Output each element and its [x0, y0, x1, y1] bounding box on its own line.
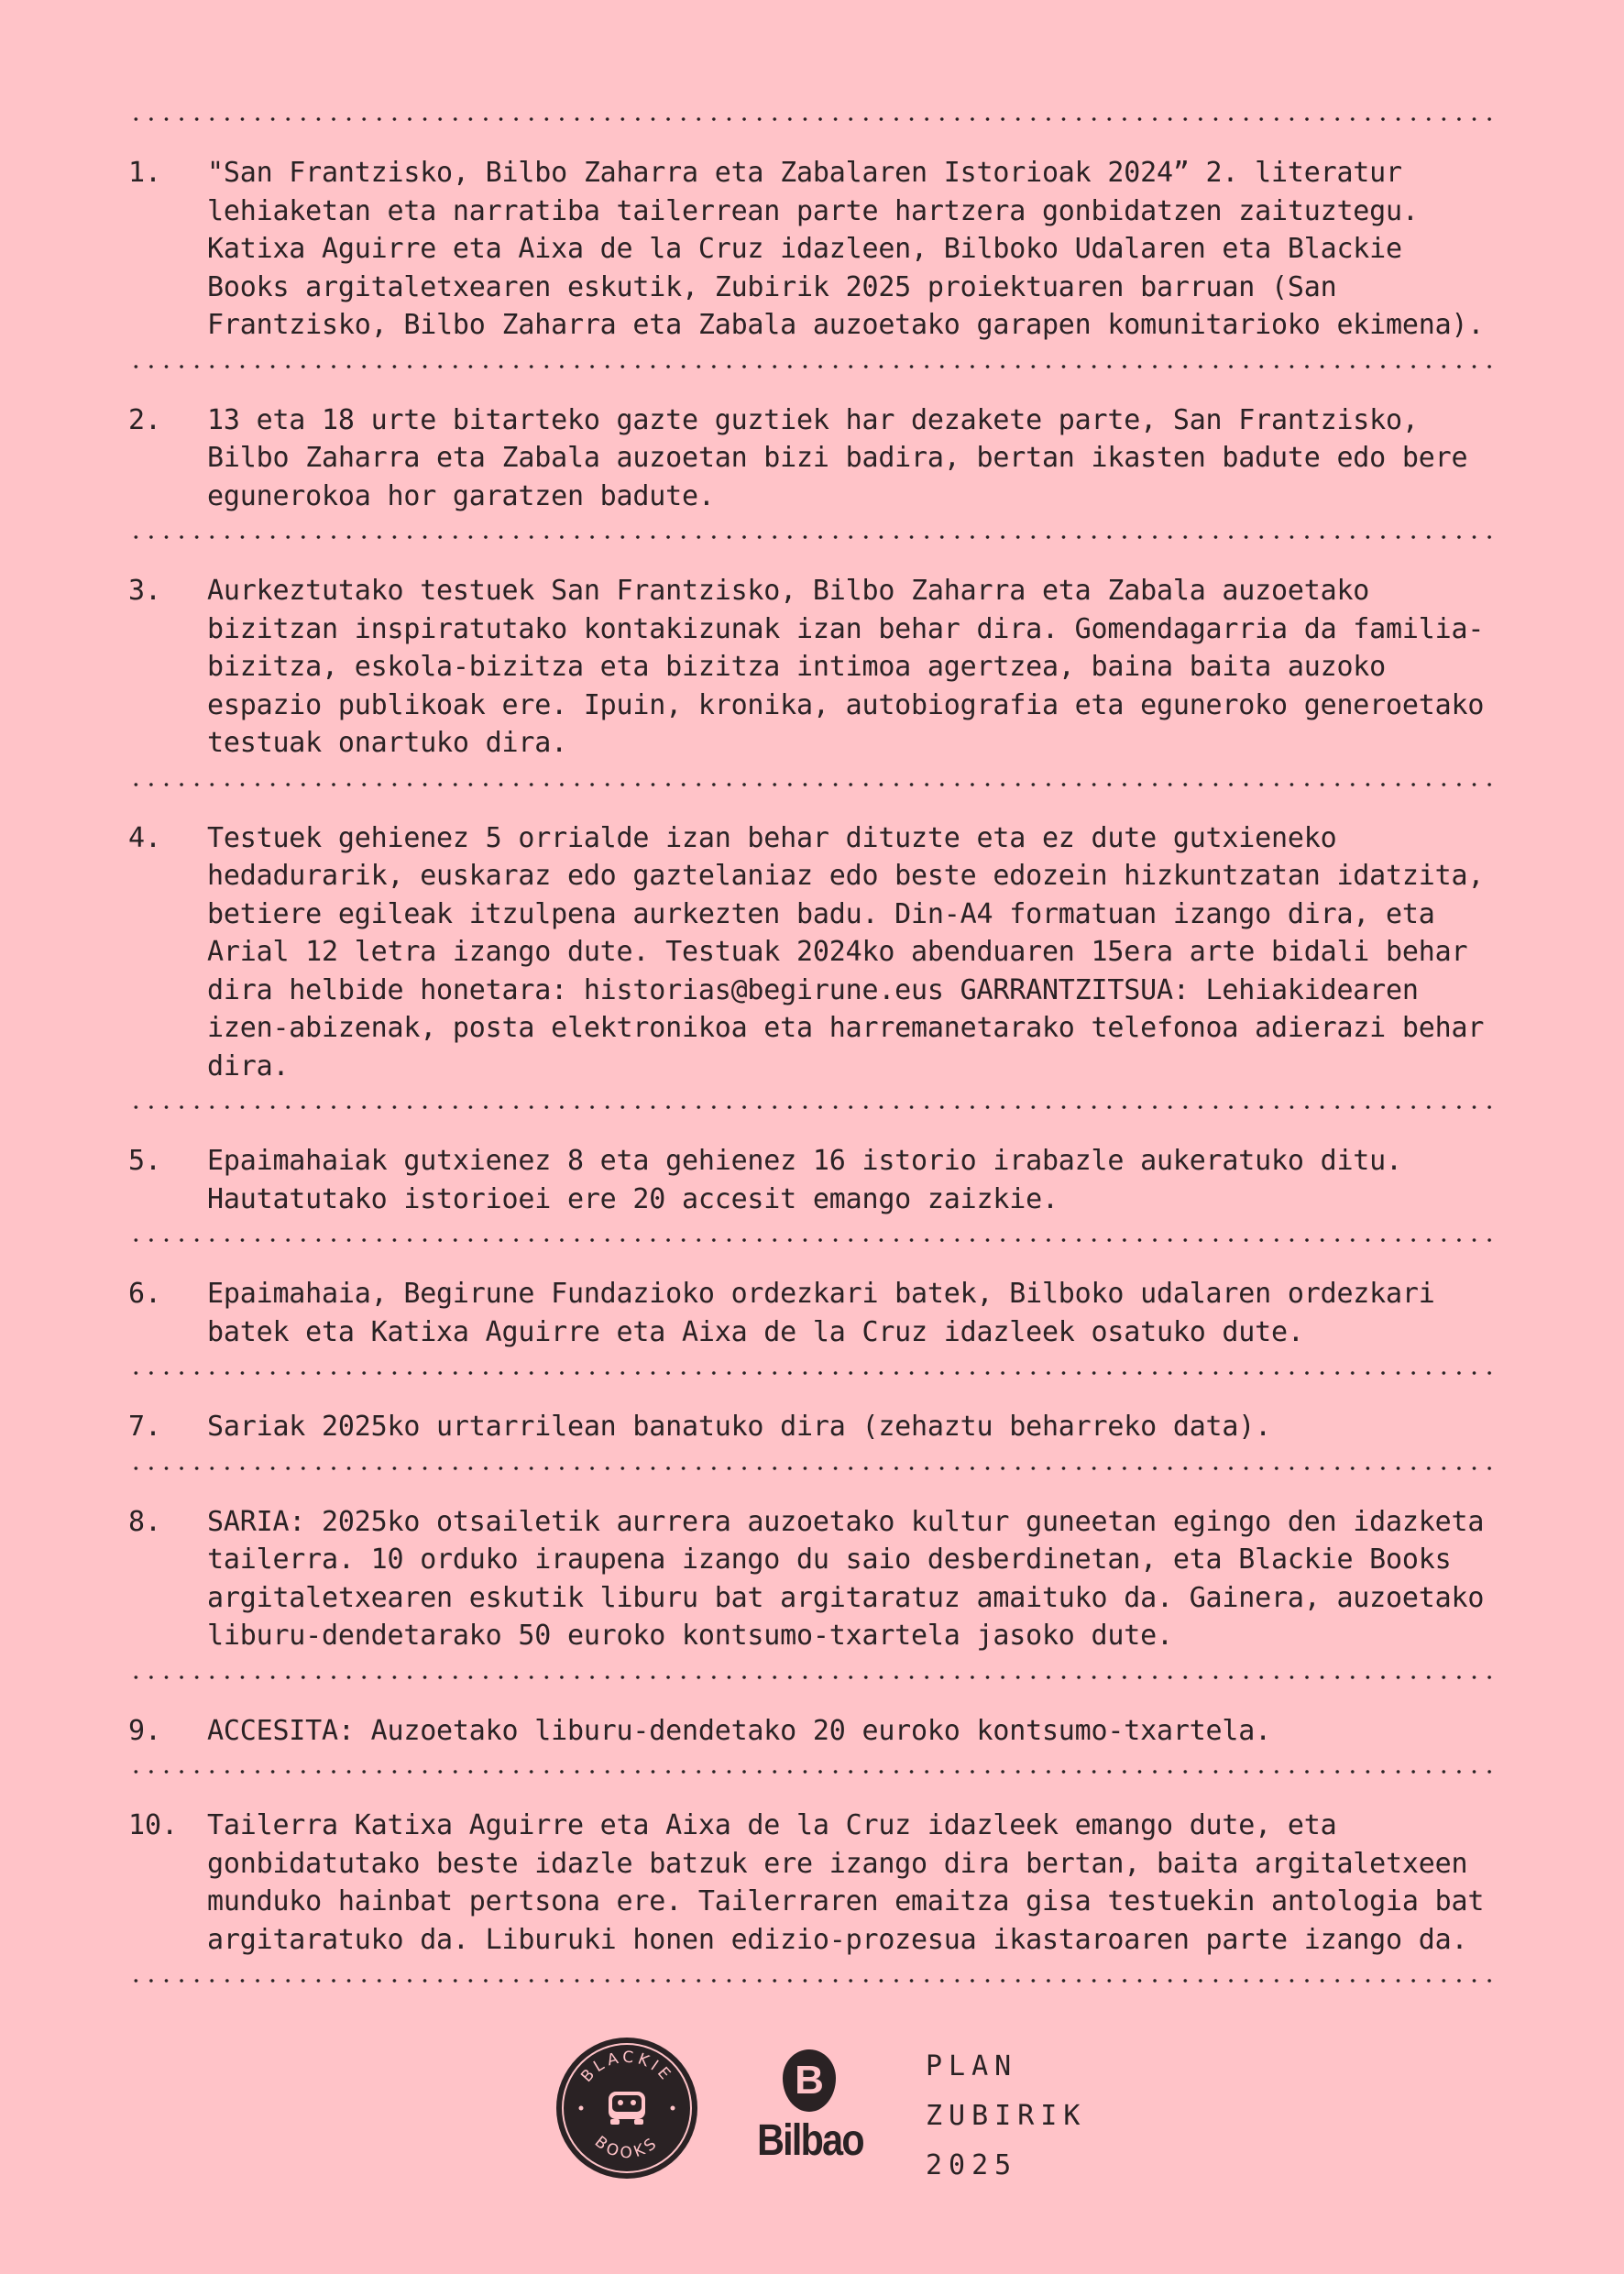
- rule-number: 10.: [128, 1809, 179, 1841]
- rule-text: Sariak 2025ko urtarrilean banatuko dira (zehaztu beharreko data).: [207, 1411, 1271, 1443]
- plan-zubirik-logo: [926, 2042, 1086, 2191]
- rule-text: Epaimahaiak gutxienez 8 eta gehienez 16 istorio irabazle aukeratuko ditu. Hautatutako istorioei ere 20 accesit emango zaizkie.: [207, 1145, 1402, 1215]
- rule-text: Aurkeztutako testuek San Frantzisko, Bilbo Zaharra eta Zabala auzoetako bizitzan inspiratutako kontakizunak izan behar dira. Gomendagarria da familia-bizitza, eskola-bizitza eta bizitza intimoa agertzea, baina baita auzoko espazio publikoak ere. Ipuin, kronika, autobiografia eta eguneroko generoetako testuak onartuko dira.: [207, 575, 1485, 759]
- rule-number: 2.: [128, 403, 162, 436]
- rule-text: SARIA: 2025ko otsailetik aurrera auzoetako kultur guneetan egingo den idazketa tailerra. 10 orduko iraupena izango du saio desberdinetan, eta Blackie Books argitaletxearen eskutik liburu bat argitaratuz amaituko da. Gainera, auzoetako liburu-dendetarako 50 euroko kontsumo-txartela jasoko dute.: [207, 1505, 1485, 1652]
- rule-number: 9.: [128, 1714, 162, 1747]
- rule-number: 3.: [128, 575, 162, 607]
- plan-line-2: ZUBIRIK: [926, 2100, 1087, 2132]
- rule-number: 4.: [128, 821, 162, 854]
- bilbao-logo: [746, 2049, 874, 2170]
- rule-item: [128, 539, 1498, 783]
- bilbao-b-icon: B: [783, 2049, 836, 2112]
- blackie-books-logo: [555, 2037, 698, 2180]
- dotted-separator: [128, 1979, 1498, 1983]
- blackie-bottom-text: BOOKS: [590, 2132, 664, 2163]
- rule-item: [128, 121, 1498, 365]
- rule-text: Tailerra Katixa Aguirre eta Aixa de la Cruz idazleek emango dute, eta gonbidatutako beste idazle batzuk ere izango dira bertan, baita argitaletxeen munduko hainbat pertsona ere. Tailerraren emaitza gisa testuekin antologia bat argitaratuko da. Liburuki honen edizio-prozesua ikastaroaren parte izango da.: [207, 1809, 1485, 1956]
- rule-item: [128, 1375, 1498, 1467]
- footer-logos: [0, 2035, 1624, 2181]
- rules-list: [128, 117, 1498, 1983]
- rule-number: 8.: [128, 1505, 162, 1538]
- rule-text: Testuek gehienez 5 orrialde izan behar dituzte eta ez dute gutxieneko hedadurarik, euskaraz edo gaztelaniaz edo beste edozein hizkuntzatan idatzita, betiere egileak itzulpena aurkezten badu. Din-A4 formatuan izango dira, eta Arial 12 letra izango dute. Testuak 2024ko abenduaren 15era arte bidali behar dira helbide honetara: historias@begirune.eus GARRANTZITSUA: Lehiakidearen izen-abizenak, posta elektronikoa eta harremanetarako telefonoa adierazi behar dira.: [207, 821, 1485, 1082]
- rule-number: 1.: [128, 157, 162, 189]
- rule-item: [128, 1470, 1498, 1675]
- rule-item: [128, 786, 1498, 1106]
- blackie-top-text: BLACKIE: [577, 2048, 676, 2086]
- rule-item: [128, 368, 1498, 536]
- rule-item: [128, 1109, 1498, 1238]
- rule-text: 13 eta 18 urte bitarteko gazte guztiek har dezakete parte, San Frantzisko, Bilbo Zaharra eta Zabala auzoetan bizi badira, bertan ikasten badute edo bere egunerokoa hor garatzen badute.: [207, 403, 1468, 512]
- rule-item: [128, 1774, 1498, 1979]
- rule-number: 5.: [128, 1145, 162, 1177]
- rule-item: [128, 1242, 1498, 1371]
- plan-line-1: PLAN: [926, 2050, 1018, 2082]
- rule-text: Epaimahaia, Begirune Fundazioko ordezkari batek, Bilboko udalaren ordezkari batek eta Katixa Aguirre eta Aixa de la Cruz idazleek osatuko dute.: [207, 1278, 1435, 1348]
- rule-number: 6.: [128, 1278, 162, 1310]
- rule-text: "San Frantzisko, Bilbo Zaharra eta Zabalaren Istorioak 2024” 2. literatur lehiaketan eta narratiba tailerrean parte hartzera gonbidatzen zaituztegu. Katixa Aguirre eta Aixa de la Cruz idazleen, Bilboko Udalaren eta Blackie Books argitaletxearen eskutik, Zubirik 2025 proiektuaren barruan (San Frantzisko, Bilbo Zaharra eta Zabala auzoetako garapen komunitarioko ekimena).: [207, 157, 1485, 341]
- plan-line-3: 2025: [926, 2149, 1018, 2181]
- rule-number: 7.: [128, 1411, 162, 1443]
- bilbao-wordmark: Bilbao: [757, 2116, 863, 2165]
- rule-text: ACCESITA: Auzoetako liburu-dendetako 20 euroko kontsumo-txartela.: [207, 1714, 1271, 1747]
- rule-item: [128, 1679, 1498, 1771]
